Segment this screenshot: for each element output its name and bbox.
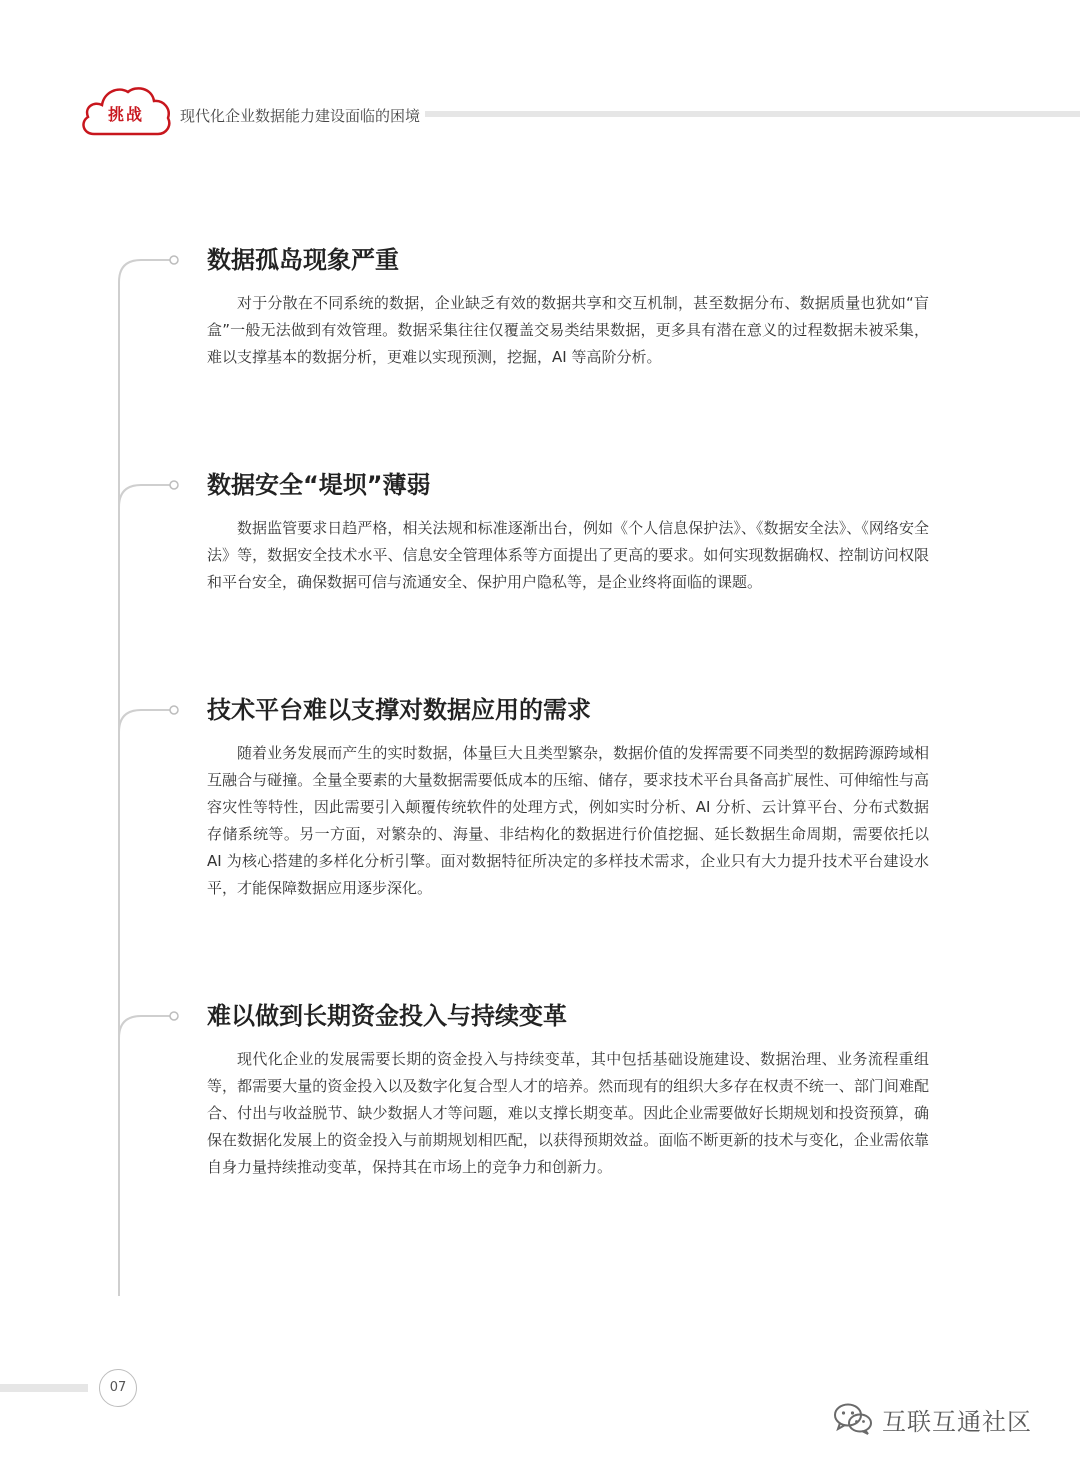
timeline-node xyxy=(170,1012,178,1020)
section-tech-platform xyxy=(207,694,929,902)
section-body: 数据监管要求日趋严格，相关法规和标准逐渐出台，例如《个人信息保护法》、《数据安全法》、《网络安全法》等，数据安全技术水平、信息安全管理体系等方面提出了更高的要求。如何实现数据确权、控制访问权限和平台安全，确保数据可信与流通安全、保护用户隐私等，是企业终将面临的课题。 xyxy=(207,519,929,591)
timeline-node xyxy=(170,706,178,714)
section-long-term-investment xyxy=(207,1000,929,1181)
watermark xyxy=(832,1402,1032,1436)
footer-divider xyxy=(0,1384,88,1392)
watermark-text: 互联互通社区 xyxy=(882,1407,1032,1436)
section-title: 数据孤岛现象严重 xyxy=(207,246,399,274)
section-title: 数据安全“堤坝”薄弱 xyxy=(207,471,431,499)
section-title: 难以做到长期资金投入与持续变革 xyxy=(207,1002,567,1030)
section-body: 对于分散在不同系统的数据，企业缺乏有效的数据共享和交互机制，甚至数据分布、数据质量也犹如“盲盒”一般无法做到有效管理。数据采集往往仅覆盖交易类结果数据，更多具有潜在意义的过程数据未被采集，难以支撑基本的数据分析，更难以实现预测，挖掘，AI 等高阶分析。 xyxy=(207,294,929,366)
header-subtitle: 现代化企业数据能力建设面临的困境 xyxy=(180,107,421,125)
timeline-node xyxy=(170,256,178,264)
timeline-node xyxy=(170,481,178,489)
section-data-security xyxy=(207,469,929,596)
timeline-decoration xyxy=(0,0,200,1466)
badge-label: 挑战 xyxy=(107,105,144,124)
section-body: 随着业务发展而产生的实时数据，体量巨大且类型繁杂，数据价值的发挥需要不同类型的数据跨源跨域相互融合与碰撞。全量全要素的大量数据需要低成本的压缩、储存，要求技术平台具备高扩展性、可伸缩性与高容灾性等特性，因此需要引入颠覆传统软件的处理方式，例如实时分析、AI 分析、云计算平台、分布式数据存储系统等。另一方面，对繁杂的、海量、非结构化的数据进行价值挖掘、延长数据生命周期，需要依托以 AI 为核心搭建的多样化分析引擎。面对数据特征所决定的多样技术需求，企业只有大力提升技术平台建设水平，才能保障数据应用逐步深化。 xyxy=(207,744,929,897)
section-title: 技术平台难以支撑对数据应用的需求 xyxy=(207,696,591,724)
page-number: 07 xyxy=(99,1369,137,1407)
section-body: 现代化企业的发展需要长期的资金投入与持续变革，其中包括基础设施建设、数据治理、业务流程重组等，都需要大量的资金投入以及数字化复合型人才的培养。然而现有的组织大多存在权责不统一、部门间难配合、付出与收益脱节、缺少数据人才等问题，难以支撑长期变革。因此企业需要做好长期规划和投资预算，确保在数据化发展上的资金投入与前期规划相匹配，以获得预期效益。面临不断更新的技术与变化，企业需依靠自身力量持续推动变革，保持其在市场上的竞争力和创新力。 xyxy=(207,1050,929,1176)
wechat-icon xyxy=(832,1402,874,1436)
header-divider xyxy=(425,111,1080,117)
section-data-silos xyxy=(207,244,929,371)
